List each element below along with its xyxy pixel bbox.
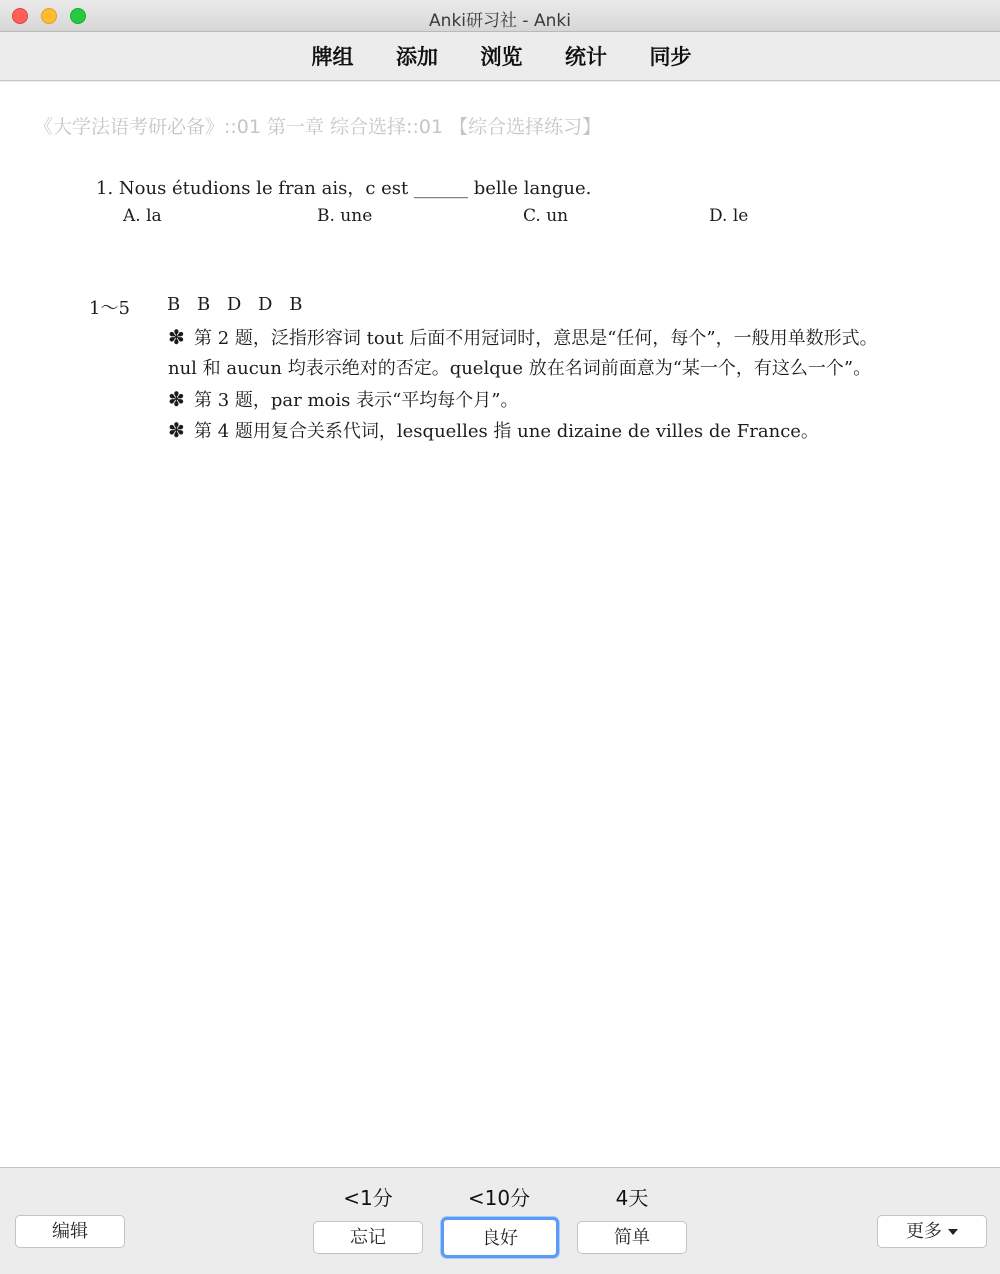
toolbar-decks[interactable]: 牌组	[311, 45, 354, 69]
good-button[interactable]: 良好	[441, 1217, 559, 1258]
option-d: D. le	[709, 206, 749, 226]
title-bar	[0, 0, 1000, 32]
star-bullet-icon: ✽	[168, 418, 185, 442]
explanation-line	[168, 324, 878, 350]
interval-good: <10分	[467, 1186, 531, 1210]
explanation-text: 第 4 题用复合关系代词，lesquelles 指 une dizaine de villes de France。	[194, 421, 819, 442]
more-label: 更多	[906, 1221, 942, 1242]
edit-button[interactable]: 编辑	[15, 1215, 125, 1248]
toolbar-browse[interactable]: 浏览	[480, 45, 523, 69]
option-c: C. un	[523, 206, 569, 226]
option-b: B. une	[317, 206, 373, 226]
answer-bar	[0, 1167, 1000, 1274]
toolbar-sync[interactable]: 同步	[649, 45, 692, 69]
explanation-line	[168, 354, 871, 380]
interval-easy: 4天	[615, 1186, 649, 1210]
option-a: A. la	[123, 206, 162, 226]
interval-again: <1分	[343, 1186, 393, 1210]
explanation-line	[168, 386, 519, 412]
caret-down-icon	[948, 1229, 958, 1235]
window-title: Anki研习社 - Anki	[429, 11, 571, 31]
easy-button[interactable]: 简单	[577, 1221, 687, 1254]
star-bullet-icon: ✽	[168, 325, 185, 349]
answer-range: 1～5	[89, 298, 130, 319]
toolbar-stats[interactable]: 统计	[565, 45, 607, 69]
toolbar-add[interactable]: 添加	[396, 45, 438, 69]
question-text: 1. Nous étudions le fran ais，c est ______ belle langue.	[96, 178, 592, 199]
explanation-line	[168, 417, 819, 443]
deck-path: 《大学法语考研必备》::01 第一章 综合选择::01 【综合选择练习】	[34, 116, 602, 138]
card-view	[0, 82, 1000, 1167]
again-button[interactable]: 忘记	[313, 1221, 423, 1254]
answer-letters: B B D D B	[167, 294, 304, 315]
main-toolbar	[0, 32, 1000, 81]
more-button[interactable]	[877, 1215, 987, 1248]
explanation-text: 第 2 题，泛指形容词 tout 后面不用冠词时，意思是“任何，每个”，一般用单数形式。	[194, 328, 878, 349]
explanation-text: 第 3 题，par mois 表示“平均每个月”。	[194, 390, 519, 411]
explanation-text: nul 和 aucun 均表示绝对的否定。quelque 放在名词前面意为“某一个，有这么一个”。	[168, 358, 872, 379]
star-bullet-icon: ✽	[168, 387, 185, 411]
